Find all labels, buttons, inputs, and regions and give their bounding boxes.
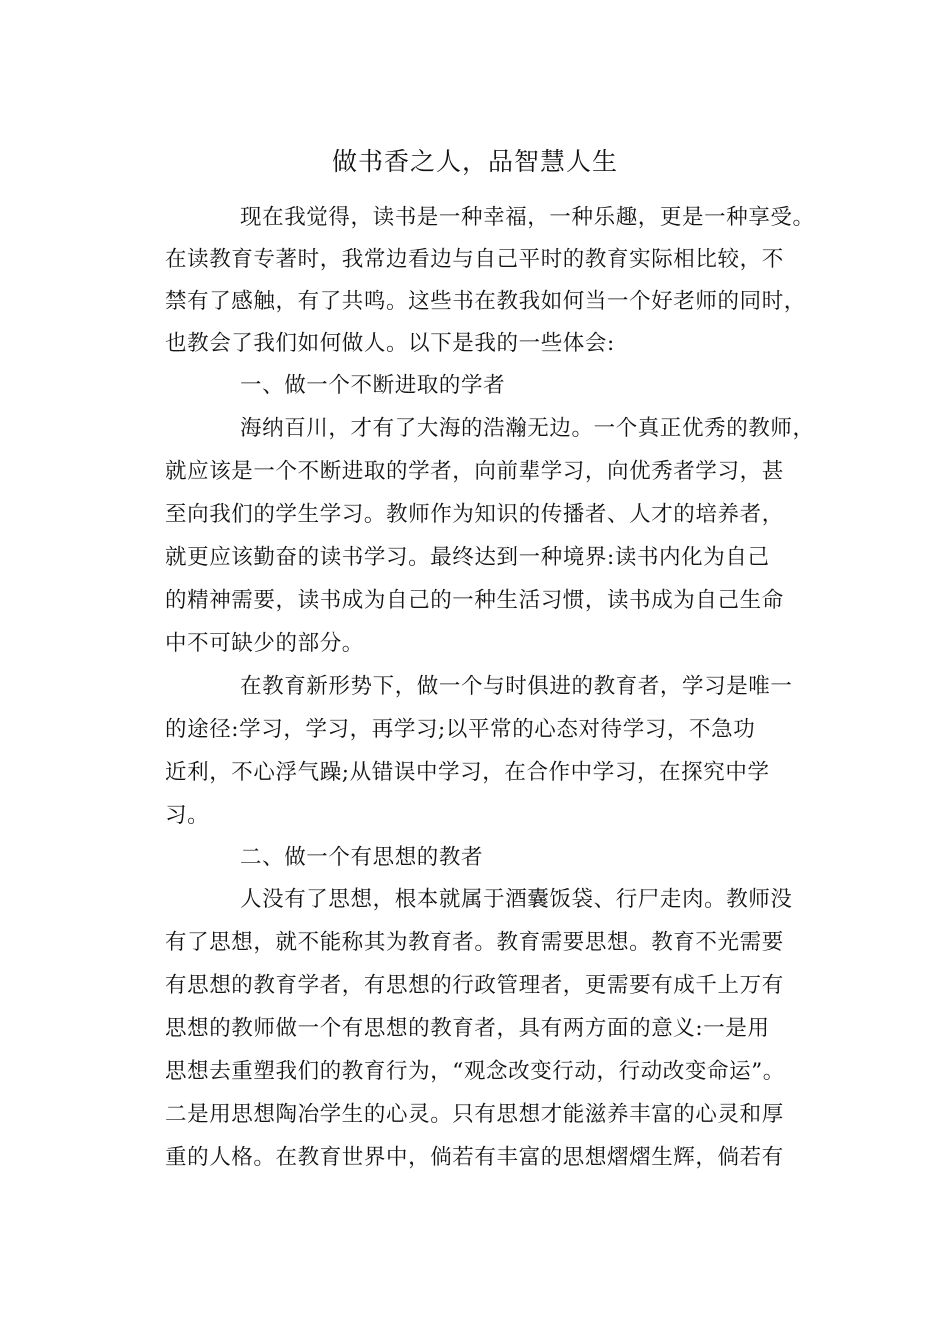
paragraph-line: 二是用思想陶冶学生的心灵。只有思想才能滋养丰富的心灵和厚	[165, 1102, 784, 1127]
paragraph-line: 在读教育专著时，我常边看边与自己平时的教育实际相比较，不	[165, 247, 784, 272]
paragraph-line: 在教育新形势下，做一个与时俱进的教育者，学习是唯一	[240, 674, 793, 699]
paragraph-line: 人没有了思想，根本就属于酒囊饭袋、行尸走肉。教师没	[240, 887, 793, 912]
paragraph-line: 现在我觉得，读书是一种幸福，一种乐趣，更是一种享受。	[240, 205, 815, 230]
paragraph-line: 中不可缺少的部分。	[165, 631, 364, 656]
paragraph-line: 海纳百川，才有了大海的浩瀚无边。一个真正优秀的教师，	[240, 416, 815, 441]
document-title: 做书香之人，品智慧人生	[331, 147, 618, 176]
paragraph-line: 就更应该勤奋的读书学习。最终达到一种境界:读书内化为自己	[165, 545, 770, 570]
paragraph-line: 思想的教师做一个有思想的教育者，具有两方面的意义:一是用	[165, 1016, 770, 1041]
paragraph-line: 的精神需要，读书成为自己的一种生活习惯，读书成为自己生命	[165, 588, 784, 613]
paragraph-line: 禁有了感触，有了共鸣。这些书在教我如何当一个好老师的同时，	[165, 289, 806, 314]
paragraph-line: 重的人格。在教育世界中，倘若有丰富的思想熠熠生辉，倘若有	[165, 1145, 784, 1170]
section-heading: 二、做一个有思想的教者	[240, 845, 484, 870]
paragraph-line: 思想去重塑我们的教育行为，“观念改变行动，行动改变命运”。	[165, 1059, 785, 1084]
paragraph-line: 近利，不心浮气躁;从错误中学习，在合作中学习，在探究中学	[165, 760, 770, 785]
paragraph-line: 有思想的教育学者，有思想的行政管理者，更需要有成千上万有	[165, 973, 784, 998]
paragraph-line: 至向我们的学生学习。教师作为知识的传播者、人才的培养者，	[165, 502, 784, 527]
paragraph-line: 习。	[165, 803, 210, 828]
paragraph-line: 有了思想，就不能称其为教育者。教育需要思想。教育不光需要	[165, 930, 784, 955]
paragraph-line: 就应该是一个不断进取的学者，向前辈学习，向优秀者学习，甚	[165, 459, 784, 484]
paragraph-line: 的途径:学习，学习，再学习;以平常的心态对待学习，不急功	[165, 717, 756, 742]
paragraph-line: 也教会了我们如何做人。以下是我的一些体会:	[165, 331, 615, 356]
section-heading: 一、做一个不断进取的学者	[240, 373, 506, 398]
